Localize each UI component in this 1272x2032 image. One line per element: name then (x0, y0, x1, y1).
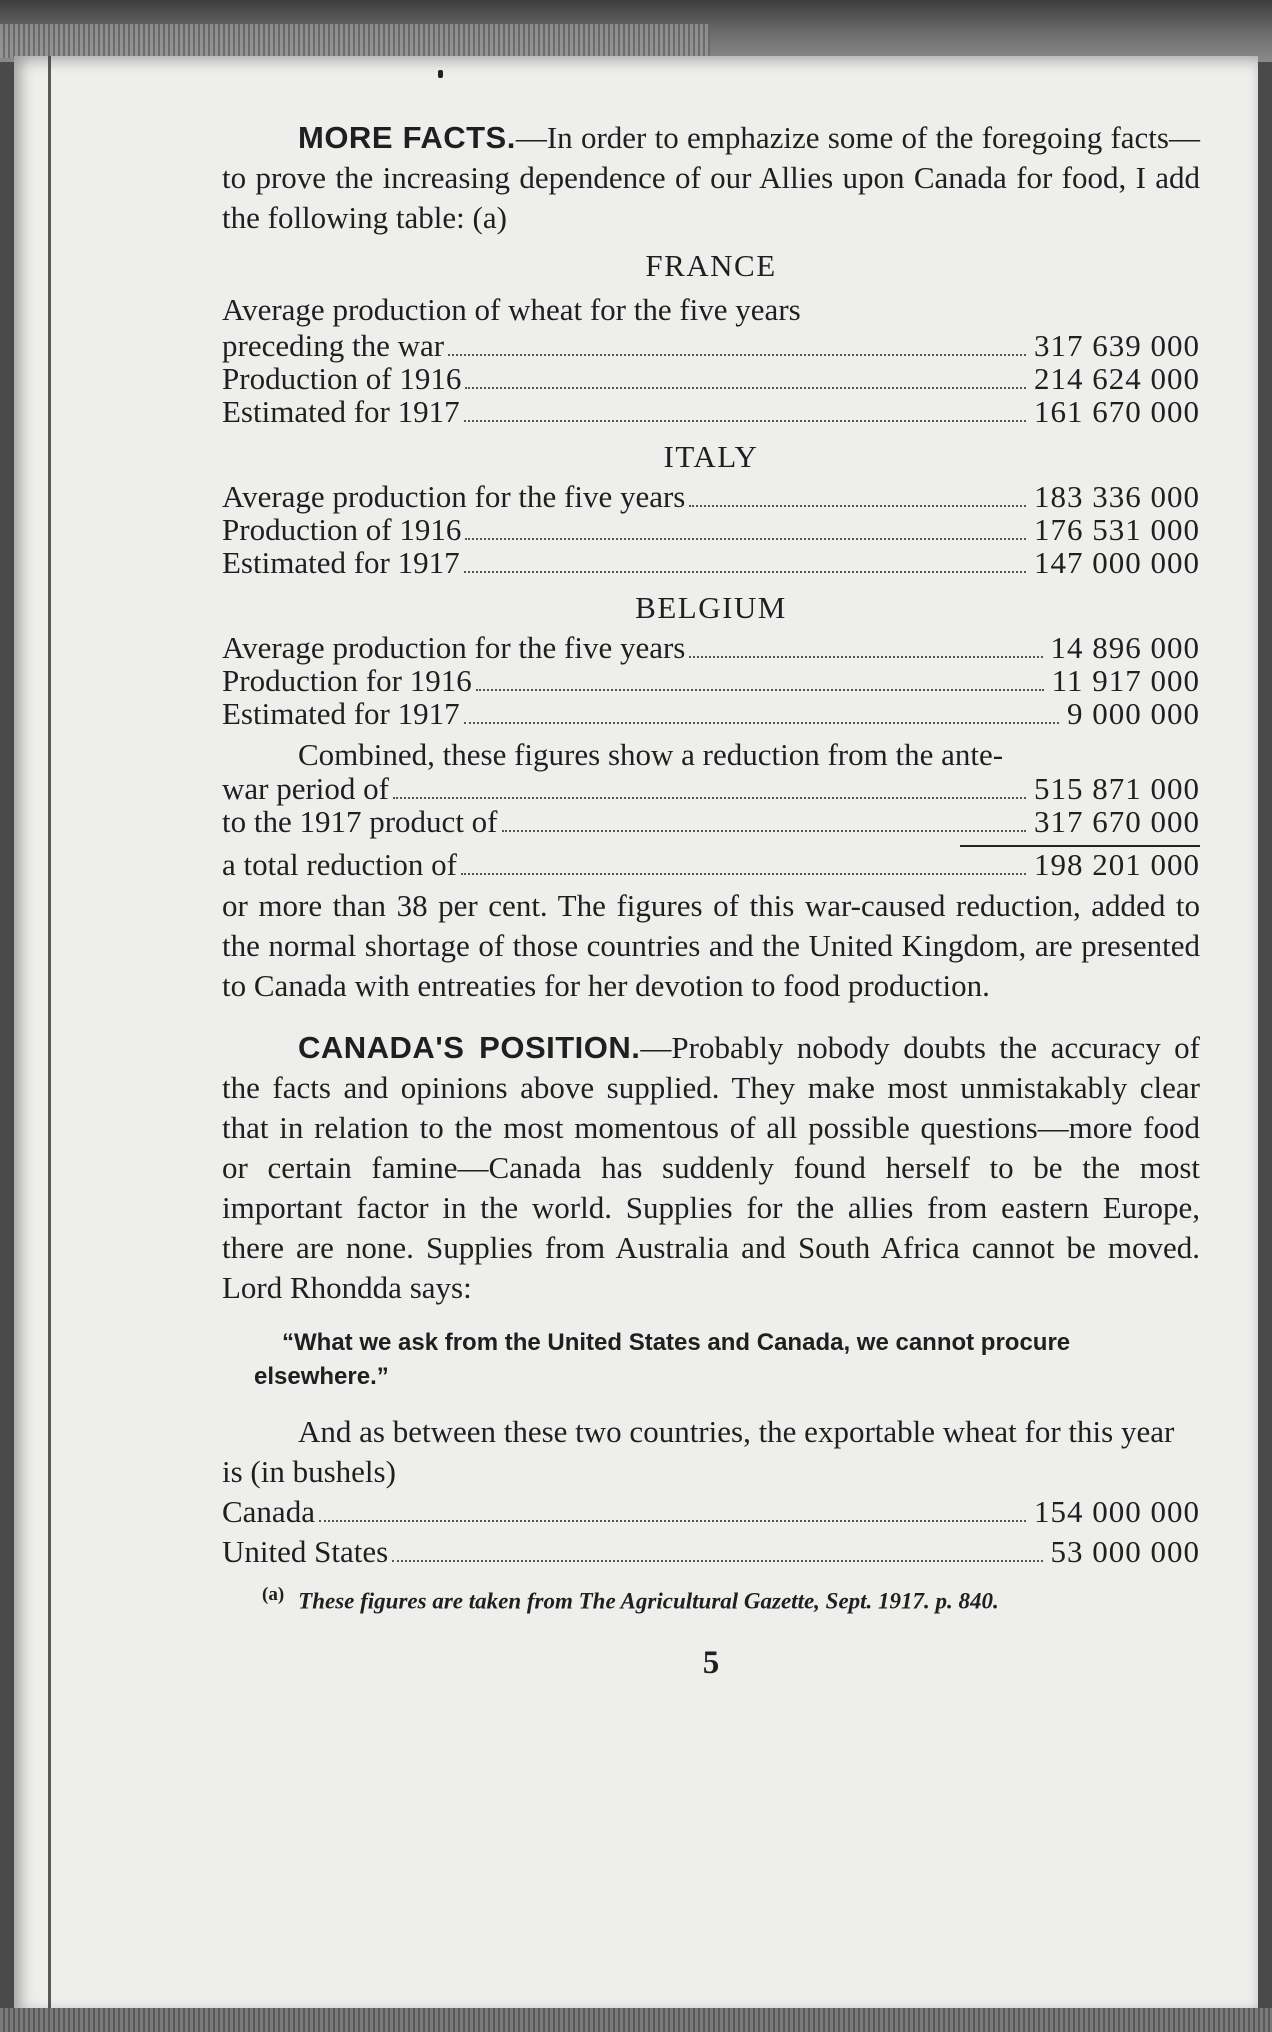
binding-edge (48, 56, 51, 2012)
row-label: preceding the war (222, 328, 445, 363)
dot-leader (461, 873, 1026, 875)
table-row (222, 1532, 1200, 1572)
table-row (222, 330, 1200, 363)
row-value: 147 000 000 (1034, 545, 1200, 580)
row-label: United States (222, 1534, 389, 1569)
canada-position-paragraph (222, 1028, 1200, 1308)
scan-top-edge (0, 0, 1272, 62)
row-value: 183 336 000 (1034, 479, 1200, 514)
total-row (222, 849, 1200, 882)
footnote-marker: (a) (262, 1584, 285, 1605)
row-label: Estimated for 1917 (222, 696, 460, 731)
total-value: 198 201 000 (1034, 847, 1200, 882)
ink-speck (438, 70, 443, 78)
canada-position-heading: CANADA'S POSITION. (298, 1030, 641, 1065)
more-facts-heading: MORE FACTS. (298, 120, 516, 155)
row-label: Average production for the five years (222, 479, 686, 514)
row-value: 154 000 000 (1034, 1494, 1200, 1529)
row-label: Estimated for 1917 (222, 545, 460, 580)
dot-leader (448, 354, 1026, 356)
exportable-wheat-paragraph: And as between these two countries, the exportable wheat for this year is (in bushels) (222, 1414, 1175, 1489)
row-label: Estimated for 1917 (222, 394, 460, 429)
table-row (222, 514, 1200, 547)
france-lead: Average production of wheat for the five years (222, 292, 801, 327)
row-label: to the 1917 product of (222, 804, 498, 839)
row-value: 317 670 000 (1034, 804, 1200, 839)
dot-leader (689, 656, 1042, 658)
row-value: 317 639 000 (1034, 328, 1200, 363)
table-row (222, 806, 1200, 839)
reduction-paragraph: or more than 38 per cent. The figures of this war-caused reduction, added to the normal shortage of those countries and the United Kingdom, are presented to Canada with entreaties for her devotion to food production. (222, 888, 1200, 1003)
row-label: war period of (222, 771, 389, 806)
scan-bottom-edge (0, 2008, 1272, 2032)
dot-leader (465, 387, 1026, 389)
dot-leader (393, 797, 1026, 799)
dot-leader (319, 1520, 1026, 1522)
total-label: a total reduction of (222, 847, 457, 882)
row-value: 11 917 000 (1051, 663, 1200, 698)
row-value: 53 000 000 (1050, 1534, 1200, 1569)
dot-leader (689, 505, 1026, 507)
page-content (222, 118, 1200, 1683)
more-facts-paragraph (222, 118, 1200, 238)
scan-edge-pattern (0, 24, 710, 58)
table-row (222, 632, 1200, 665)
row-value: 161 670 000 (1034, 394, 1200, 429)
dot-leader (464, 722, 1059, 724)
rhondda-quote: “What we ask from the United States and Canada, we cannot procure elsewhere.” (254, 1329, 1071, 1390)
table-row (222, 1492, 1200, 1532)
belgium-title: BELGIUM (635, 590, 787, 625)
table-row (222, 665, 1200, 698)
dot-leader (464, 571, 1026, 573)
row-label: Production of 1916 (222, 361, 462, 396)
canada-position-text: —Probably nobody doubts the accuracy of the facts and opinions above supplied. They make most unmistakably clear that in relation to the most momentous of all possible questions—more food or certain famine—Canada has suddenly found herself to be the most important factor in the world. Supplies for the allies from eastern Europe, there are none. Supplies from Australia and South Africa cannot be moved. Lord Rhondda says: (222, 1030, 1200, 1305)
table-row (222, 698, 1200, 731)
row-value: 9 000 000 (1067, 696, 1200, 731)
table-row (222, 396, 1200, 429)
row-label: Production of 1916 (222, 512, 462, 547)
row-value: 14 896 000 (1050, 630, 1200, 665)
table-row (222, 363, 1200, 396)
dot-leader (464, 420, 1026, 422)
row-label: Canada (222, 1494, 315, 1529)
table-row (222, 773, 1200, 806)
footnote (222, 1580, 1200, 1617)
dot-leader (465, 538, 1026, 540)
dot-leader (392, 1560, 1042, 1562)
dot-leader (502, 830, 1026, 832)
page-number: 5 (702, 1644, 720, 1681)
combined-lead: Combined, these figures show a reduction from the ante- (298, 737, 1004, 772)
more-facts-text: —In order to emphazize some of the foregoing facts—to prove the increasing dependence of our Allies upon Canada for food, I add the following table: (a) (222, 120, 1200, 235)
footnote-text: These figures are taken from The Agricultural Gazette, Sept. 1917. p. 840. (298, 1588, 999, 1614)
row-label: Average production for the five years (222, 630, 686, 665)
france-title: FRANCE (645, 248, 777, 283)
row-value: 176 531 000 (1034, 512, 1200, 547)
table-row (222, 481, 1200, 514)
row-value: 214 624 000 (1034, 361, 1200, 396)
row-label: Production for 1916 (222, 663, 472, 698)
row-value: 515 871 000 (1034, 771, 1200, 806)
dot-leader (476, 689, 1044, 691)
table-row (222, 547, 1200, 580)
italy-title: ITALY (663, 439, 759, 474)
